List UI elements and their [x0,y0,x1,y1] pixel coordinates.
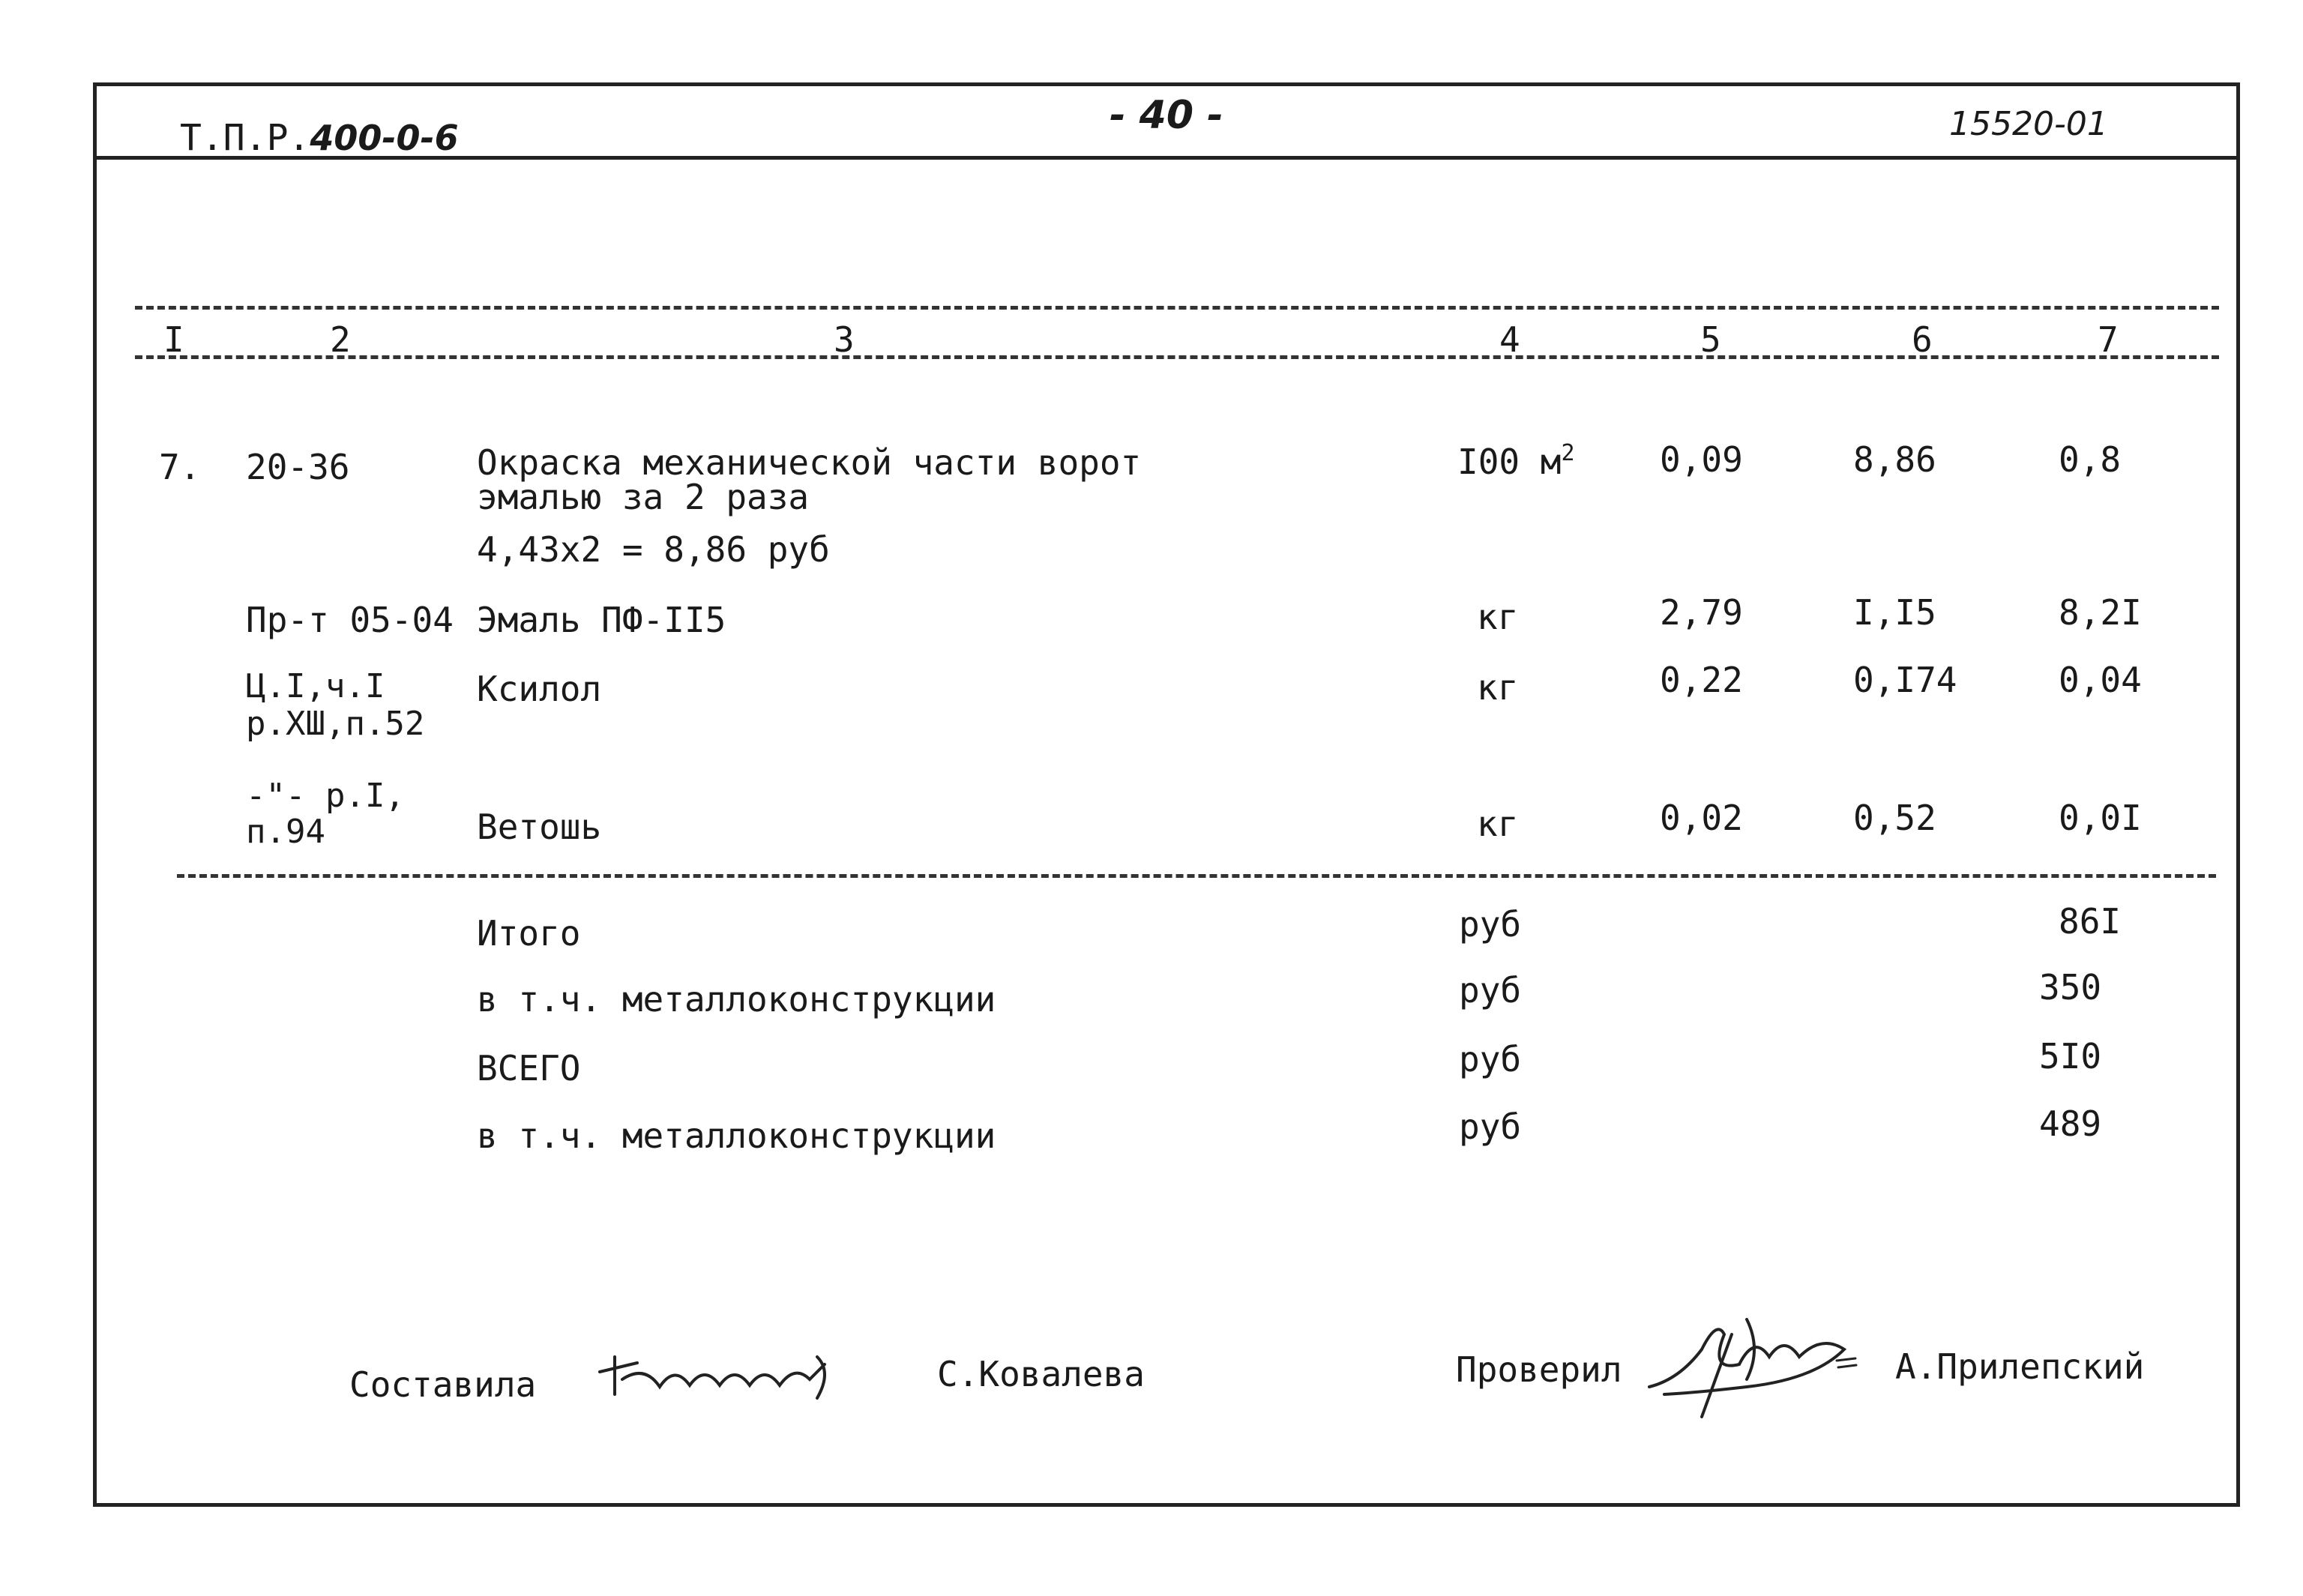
row-quantity: 0,09 [1660,439,1743,480]
summary-unit: руб [1459,1039,1522,1079]
column-number-5: 5 [1700,319,1721,360]
compiled-by-name: С.Ковалева [937,1354,1145,1394]
row-unit [1457,440,1575,482]
summary-unit: руб [1459,970,1522,1011]
column-number-2: 2 [330,319,351,360]
row-total: 0,04 [2059,660,2142,700]
summary-value: 5I0 [2039,1036,2102,1076]
doc-code-prefix: Т.П.Р. [180,117,310,159]
summary-label: в т.ч. металлоконструкции [477,1115,996,1156]
row-quantity: 0,02 [1660,798,1743,838]
sheet-code: 15520-01 [1949,105,2108,143]
summary-label: Итого [477,913,581,954]
row-price: 0,I74 [1853,660,1957,700]
column-number-6: 6 [1912,319,1933,360]
sheet-frame [93,82,2240,1507]
summary-value: 86I [2059,901,2122,942]
row-description-line: Ветошь [477,807,602,847]
compiled-by-label: Составила [349,1364,537,1405]
row-number: 7. [159,447,201,487]
column-header-bottom-rule [135,355,2219,359]
row-reference: п.94 [246,813,325,851]
row-reference: 20-36 [246,447,350,487]
row-unit-superscript: 2 [1561,440,1575,466]
column-number-7: 7 [2098,319,2119,360]
summary-divider [177,874,2216,878]
row-reference: р.ХШ,п.52 [246,705,425,743]
summary-label: ВСЕГО [477,1048,581,1088]
row-price: I,I5 [1853,592,1936,633]
compiled-signature-mark [592,1342,840,1409]
row-unit: кг [1477,597,1519,637]
page-number: - 40 - [1110,93,1223,138]
row-quantity: 2,79 [1660,592,1743,633]
row-description-line: эмалью за 2 раза [477,477,810,517]
row-total: 0,8 [2059,439,2122,480]
row-description-line: Окраска механической части ворот [477,442,1142,483]
row-calculation: 4,43х2 = 8,86 руб [477,529,830,570]
checked-by-name: А.Прилепский [1895,1346,2145,1387]
row-unit: кг [1477,804,1519,844]
row-unit-text: I00 м [1457,442,1562,482]
row-reference: -"- р.I, [246,777,405,815]
checked-by-label: Проверил [1456,1349,1622,1390]
row-unit: кг [1477,667,1519,708]
row-description-line: Ксилол [477,669,602,709]
doc-code-handwritten: 400-0-6 [310,118,459,158]
row-price: 0,52 [1853,798,1936,838]
checked-signature-mark [1634,1304,1859,1424]
row-total: 0,0I [2059,798,2142,838]
row-total: 8,2I [2059,592,2142,633]
summary-unit: руб [1459,1106,1522,1147]
row-description-line: Эмаль ПФ-II5 [477,600,726,640]
row-reference: Пр-т 05-04 [246,600,454,640]
row-quantity: 0,22 [1660,660,1743,700]
summary-unit: руб [1459,904,1522,945]
summary-value: 489 [2039,1103,2102,1144]
column-number-4: 4 [1499,319,1520,360]
row-reference: Ц.I,ч.I [246,667,385,705]
column-number-1: I [163,319,184,360]
row-price: 8,86 [1853,439,1936,480]
column-number-3: 3 [834,319,855,360]
doc-code [180,117,459,159]
summary-value: 350 [2039,967,2102,1008]
column-header-top-rule [135,306,2219,310]
summary-label: в т.ч. металлоконструкции [477,979,996,1020]
